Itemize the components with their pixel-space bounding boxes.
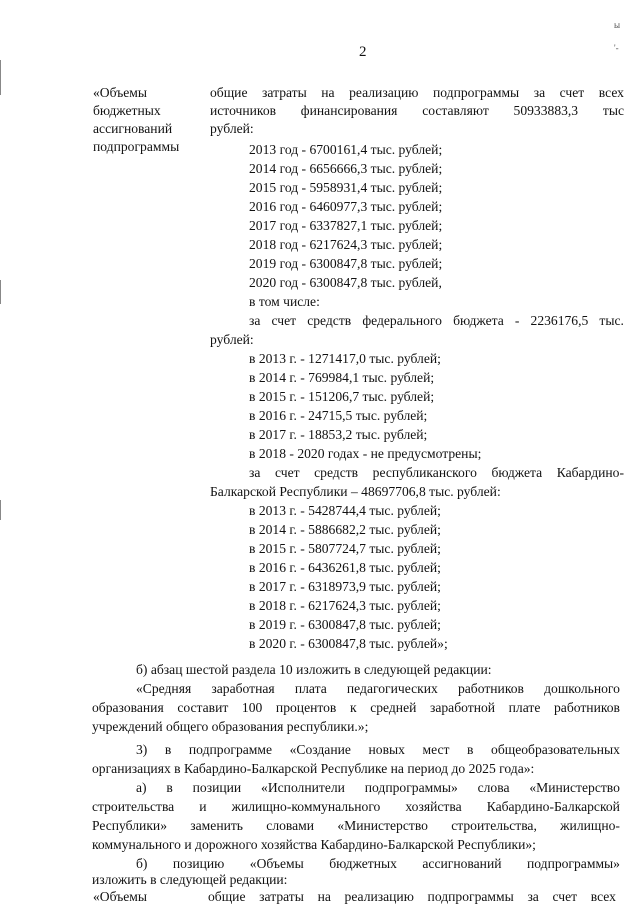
label-line: «Объемы xyxy=(93,889,147,904)
paragraph-b-line: изложить в следующей редакции: xyxy=(92,872,288,887)
scan-mark: '- xyxy=(614,43,619,53)
federal-year-amount: в 2013 г. - 1271417,0 тыс. рублей; xyxy=(249,351,441,366)
year-amount: 2016 год - 6460977,3 тыс. рублей; xyxy=(249,199,443,214)
label-line: «Объемы xyxy=(93,85,147,100)
federal-year-amount: в 2018 - 2020 годах - не предусмотрены; xyxy=(249,446,482,461)
total-costs-line: общие затраты на реализацию подпрограммы за счет всех xyxy=(208,889,616,904)
scan-edge-line xyxy=(0,280,1,304)
label-line: ассигнований xyxy=(93,121,173,136)
paragraph-a-line: а) в позиции «Исполнители подпрограммы» слова «Министерство xyxy=(136,780,620,795)
republic-year-amount: в 2019 г. - 6300847,8 тыс. рублей; xyxy=(249,617,441,632)
quote-paragraph-line: учреждений общего образования республики.»; xyxy=(92,719,369,734)
republic-year-amount: в 2015 г. - 5807724,7 тыс. рублей; xyxy=(249,541,441,556)
paragraph-a-line: Республики» заменить словами «Министерство строительства, жилищно- xyxy=(92,818,620,833)
paragraph-b-line: б) позицию «Объемы бюджетных ассигнований подпрограммы» xyxy=(136,856,620,871)
republic-budget-line: Балкарской Республики – 48697706,8 тыс. рублей: xyxy=(210,484,501,499)
total-costs-line: рублей: xyxy=(210,121,254,136)
republic-year-amount: в 2014 г. - 5886682,2 тыс. рублей; xyxy=(249,522,441,537)
paragraph-a-line: строительства и жилищно-коммунального хозяйства Кабардино-Балкарской xyxy=(92,799,620,814)
in-that-number: в том числе: xyxy=(249,294,320,309)
quote-paragraph-line: «Средняя заработная плата педагогических работников дошкольного xyxy=(136,681,620,696)
republic-budget-line: за счет средств республиканского бюджета Кабардино- xyxy=(249,465,624,480)
republic-year-amount: в 2017 г. - 6318973,9 тыс. рублей; xyxy=(249,579,441,594)
total-costs-line: общие затраты на реализацию подпрограммы за счет всех xyxy=(210,85,624,100)
scan-edge-line xyxy=(0,60,1,95)
year-amount: 2018 год - 6217624,3 тыс. рублей; xyxy=(249,237,443,252)
paragraph-b-heading: б) абзац шестой раздела 10 изложить в следующей редакции: xyxy=(136,662,492,677)
scan-edge-line xyxy=(0,500,1,520)
republic-year-amount: в 2013 г. - 5428744,4 тыс. рублей; xyxy=(249,503,441,518)
republic-year-amount: в 2020 г. - 6300847,8 тыс. рублей»; xyxy=(249,636,448,651)
federal-year-amount: в 2016 г. - 24715,5 тыс. рублей; xyxy=(249,408,428,423)
label-line: подпрограммы xyxy=(93,139,180,154)
quote-paragraph-line: образования составит 100 процентов к средней заработной плате работников xyxy=(92,700,620,715)
year-amount: 2015 год - 5958931,4 тыс. рублей; xyxy=(249,180,443,195)
paragraph-a-line: коммунального и дорожного хозяйства Кабардино-Балкарской Республики»; xyxy=(92,837,536,852)
year-amount: 2019 год - 6300847,8 тыс. рублей; xyxy=(249,256,443,271)
federal-budget-line: за счет средств федерального бюджета - 2236176,5 тыс. xyxy=(249,313,624,328)
republic-year-amount: в 2016 г. - 6436261,8 тыс. рублей; xyxy=(249,560,441,575)
federal-budget-line: рублей: xyxy=(210,332,254,347)
republic-year-amount: в 2018 г. - 6217624,3 тыс. рублей; xyxy=(249,598,441,613)
paragraph-3-line: организациях в Кабардино-Балкарской Республике на период до 2025 года»: xyxy=(92,761,535,776)
page-number: 2 xyxy=(359,44,367,60)
label-line: бюджетных xyxy=(93,103,161,118)
federal-year-amount: в 2014 г. - 769984,1 тыс. рублей; xyxy=(249,370,435,385)
paragraph-3-line: 3) в подпрограмме «Создание новых мест в общеобразовательных xyxy=(136,742,620,757)
year-amount: 2013 год - 6700161,4 тыс. рублей; xyxy=(249,142,443,157)
year-amount: 2017 год - 6337827,1 тыс. рублей; xyxy=(249,218,443,233)
total-costs-line: источников финансирования составляют 50933883,3 тыс xyxy=(210,103,624,118)
year-amount: 2014 год - 6656666,3 тыс. рублей; xyxy=(249,161,443,176)
federal-year-amount: в 2015 г. - 151206,7 тыс. рублей; xyxy=(249,389,435,404)
scan-mark: ы xyxy=(614,20,621,30)
year-amount: 2020 год - 6300847,8 тыс. рублей, xyxy=(249,275,442,290)
federal-year-amount: в 2017 г. - 18853,2 тыс. рублей; xyxy=(249,427,428,442)
